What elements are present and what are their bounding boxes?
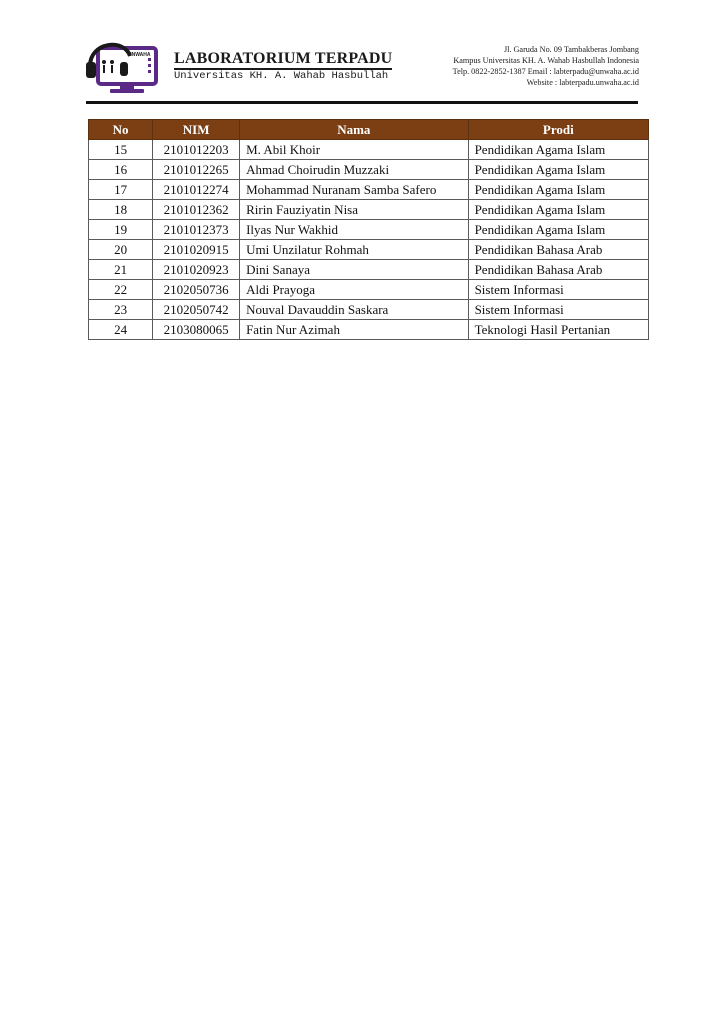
cell-no: 20 (89, 240, 153, 260)
header-prodi: Prodi (468, 120, 648, 140)
cell-nama: Ahmad Choirudin Muzzaki (240, 160, 469, 180)
university-name: Universitas KH. A. Wahab Hasbullah (174, 70, 389, 82)
table-row (89, 320, 649, 340)
cell-nama: Ilyas Nur Wakhid (240, 220, 469, 240)
cell-prodi: Pendidikan Bahasa Arab (468, 240, 648, 260)
contact-campus: Kampus Universitas KH. A. Wahab Hasbullah Indonesia (453, 56, 639, 65)
cell-prodi: Pendidikan Agama Islam (468, 220, 648, 240)
cell-no: 21 (89, 260, 153, 280)
table-row (89, 140, 649, 160)
header-no: No (89, 120, 153, 140)
table-row (89, 180, 649, 200)
contact-website: Website : labterpadu.unwaha.ac.id (526, 78, 639, 87)
cell-nim: 2101020923 (153, 260, 240, 280)
lab-logo-icon (84, 36, 162, 94)
cell-prodi: Pendidikan Bahasa Arab (468, 260, 648, 280)
cell-nama: Nouval Davauddin Saskara (240, 300, 469, 320)
cell-nim: 2101012274 (153, 180, 240, 200)
table-row (89, 160, 649, 180)
cell-nim: 2103080065 (153, 320, 240, 340)
contact-phone-email: Telp. 0822-2852-1387 Email : labterpadu@unwaha.ac.id (452, 67, 639, 76)
header-nama: Nama (240, 120, 469, 140)
cell-no: 19 (89, 220, 153, 240)
cell-nama: Aldi Prayoga (240, 280, 469, 300)
cell-no: 22 (89, 280, 153, 300)
cell-nama: Mohammad Nuranam Samba Safero (240, 180, 469, 200)
cell-nama: Umi Unzilatur Rohmah (240, 240, 469, 260)
cell-nama: Fatin Nur Azimah (240, 320, 469, 340)
student-table (88, 119, 649, 340)
contact-block (453, 44, 639, 88)
table-row (89, 280, 649, 300)
cell-no: 24 (89, 320, 153, 340)
cell-nim: 2101012362 (153, 200, 240, 220)
table-header-row (89, 120, 649, 140)
cell-nim: 2101012373 (153, 220, 240, 240)
cell-no: 18 (89, 200, 153, 220)
cell-nama: Dini Sanaya (240, 260, 469, 280)
cell-prodi: Sistem Informasi (468, 280, 648, 300)
contact-address: Jl. Garuda No. 09 Tambakberas Jombang (503, 45, 639, 54)
cell-prodi: Pendidikan Agama Islam (468, 180, 648, 200)
table-row (89, 300, 649, 320)
logo-text: UNWAHA (128, 52, 151, 58)
table-row (89, 260, 649, 280)
cell-prodi: Pendidikan Agama Islam (468, 140, 648, 160)
cell-no: 17 (89, 180, 153, 200)
table-row (89, 240, 649, 260)
cell-no: 16 (89, 160, 153, 180)
cell-nim: 2102050742 (153, 300, 240, 320)
letterhead (84, 36, 639, 96)
header-nim: NIM (153, 120, 240, 140)
cell-no: 23 (89, 300, 153, 320)
cell-nim: 2101012203 (153, 140, 240, 160)
cell-nama: Ririn Fauziyatin Nisa (240, 200, 469, 220)
cell-no: 15 (89, 140, 153, 160)
cell-nama: M. Abil Khoir (240, 140, 469, 160)
lab-name: LABORATORIUM TERPADU (174, 50, 392, 70)
header-divider (86, 101, 638, 104)
table-row (89, 220, 649, 240)
cell-prodi: Pendidikan Agama Islam (468, 160, 648, 180)
cell-prodi: Teknologi Hasil Pertanian (468, 320, 648, 340)
cell-prodi: Sistem Informasi (468, 300, 648, 320)
table-row (89, 200, 649, 220)
cell-prodi: Pendidikan Agama Islam (468, 200, 648, 220)
cell-nim: 2101012265 (153, 160, 240, 180)
cell-nim: 2102050736 (153, 280, 240, 300)
cell-nim: 2101020915 (153, 240, 240, 260)
